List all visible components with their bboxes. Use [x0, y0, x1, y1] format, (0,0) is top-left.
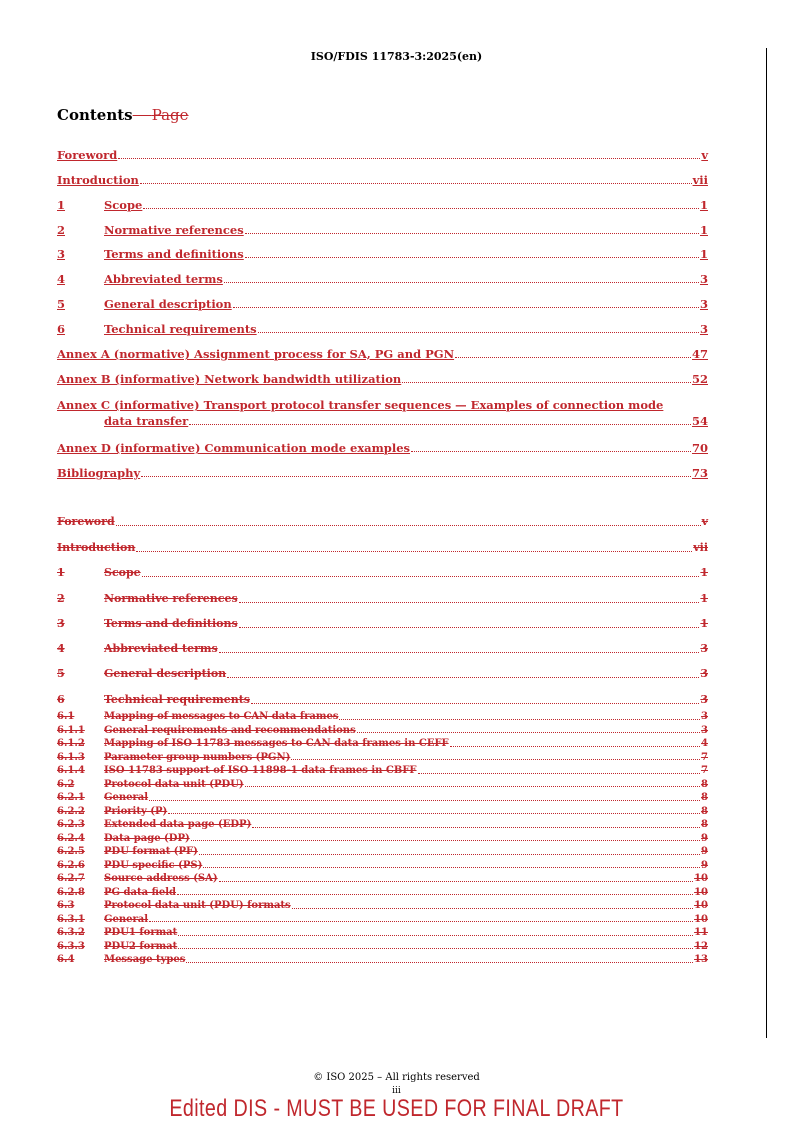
subentry-title: Protocol data unit (PDU): [104, 778, 244, 790]
subentry-title: Extended data page (EDP): [104, 819, 252, 830]
deleted-toc-entry-terms-definitions[interactable]: 3 Terms and definitions 1: [57, 617, 708, 630]
page-number: iii: [392, 1086, 401, 1096]
subentry-number: 6.1.4: [57, 765, 85, 776]
subentry-page: 9: [701, 832, 708, 844]
dot-leader: [199, 854, 700, 855]
deleted-toc-entry-foreword[interactable]: Foreword v: [57, 515, 708, 528]
subentry-title: Mapping of ISO 11783 messages to CAN data frames in CEFF: [104, 738, 449, 749]
subentry-page: 8: [701, 778, 708, 790]
toc-entry-technical-requirements[interactable]: 6 Technical requirements 3: [57, 322, 708, 336]
subentry-page: 3: [701, 724, 708, 736]
subentry-title: Mapping of messages to CAN data frames: [104, 711, 339, 722]
contents-title: Contents: [57, 106, 133, 124]
subentry-number: 6.1.3: [57, 751, 85, 763]
toc-entry-abbreviated-terms[interactable]: 4 Abbreviated terms 3: [57, 272, 708, 286]
deleted-toc-subentry[interactable]: [57, 779, 708, 791]
dot-leader: [219, 881, 693, 882]
deleted-toc-subentry[interactable]: [57, 792, 708, 804]
subentry-page: 10: [694, 886, 708, 898]
dot-leader: [418, 773, 701, 774]
toc-entry-annex-b[interactable]: Annex B (informative) Network bandwidth utilization 52: [57, 372, 708, 386]
subentry-title: Source address (SA): [104, 873, 218, 884]
subentry-number: 6.2.8: [57, 886, 85, 898]
subentry-title: PDU specific (PS): [104, 859, 203, 871]
dot-leader: [252, 827, 700, 828]
deleted-toc-subentry[interactable]: [57, 711, 708, 723]
subentry-page: 8: [701, 792, 708, 803]
subentry-number: 6.1: [57, 711, 75, 722]
draft-watermark: Edited DIS - MUST BE USED FOR FINAL DRAFT: [169, 1095, 624, 1122]
toc-entry-bibliography[interactable]: Bibliography 73: [57, 466, 708, 480]
deleted-toc-subentry[interactable]: [57, 738, 708, 750]
subentry-number: 6.2.3: [57, 819, 85, 830]
toc-entry-annex-d[interactable]: Annex D (informative) Communication mode examples 70: [57, 441, 708, 455]
dot-leader: [149, 800, 700, 801]
subentry-page: 7: [701, 765, 708, 776]
subentry-title: Parameter group numbers (PGN): [104, 751, 291, 763]
dot-leader: [292, 908, 693, 909]
subentry-page: 13: [694, 954, 708, 965]
subentry-page: 10: [694, 873, 708, 884]
dot-leader: [149, 921, 693, 922]
deleted-toc-subentry[interactable]: [57, 725, 708, 737]
deleted-toc-subentry[interactable]: [57, 914, 708, 926]
subentry-number: 6.3.2: [57, 927, 85, 938]
deleted-toc-subentry[interactable]: [57, 900, 708, 912]
deleted-toc-subentry[interactable]: [57, 846, 708, 858]
subentry-title: Message types: [104, 954, 186, 965]
subentry-number: 6.4: [57, 954, 75, 965]
deleted-toc-subentry[interactable]: [57, 833, 708, 845]
dot-leader: [177, 894, 693, 895]
subentry-number: 6.2.2: [57, 805, 85, 817]
subentry-title: ISO 11783 support of ISO 11898-1 data frames in CBFF: [104, 765, 417, 776]
deleted-toc-subentry[interactable]: [57, 873, 708, 885]
dot-leader: [203, 867, 700, 868]
dot-leader: [450, 746, 700, 747]
copyright-notice: © ISO 2025 – All rights reserved: [313, 1072, 480, 1083]
deleted-toc-entry-general-description[interactable]: 5 General description 3: [57, 667, 708, 680]
toc-entry-scope[interactable]: 1 Scope 1: [57, 198, 708, 212]
document-header: ISO/FDIS 11783-3:2025(en): [310, 50, 483, 63]
toc-entry-terms-definitions[interactable]: 3 Terms and definitions 1: [57, 247, 708, 261]
subentry-number: 6.3.3: [57, 940, 85, 952]
deleted-toc-subentry[interactable]: [57, 765, 708, 777]
toc-entry-normative-references[interactable]: 2 Normative references 1: [57, 223, 708, 237]
dot-leader: [186, 962, 693, 963]
subentry-number: 6.1.1: [57, 724, 85, 736]
subentry-title: General: [104, 913, 149, 925]
subentry-page: 8: [701, 805, 708, 817]
deleted-toc-entry-introduction[interactable]: Introduction vii: [57, 541, 708, 554]
subentry-title: PDU1 format: [104, 927, 178, 938]
subentry-page: 12: [694, 940, 708, 952]
subentry-title: Data page (DP): [104, 832, 190, 844]
subentry-number: 6.2.6: [57, 859, 85, 871]
deleted-toc-subentry[interactable]: [57, 954, 708, 966]
subentry-page: 3: [701, 711, 708, 722]
subentry-title: PG data field: [104, 886, 177, 898]
deleted-toc-subentry[interactable]: [57, 752, 708, 764]
subentry-title: Protocol data unit (PDU) formats: [104, 900, 291, 911]
subentry-page: 11: [694, 927, 708, 938]
subentry-title: General: [104, 792, 149, 803]
subentry-page: 10: [694, 900, 708, 911]
toc-entry-annex-c-continued[interactable]: data transfer 54: [104, 414, 708, 428]
dot-leader: [291, 759, 700, 760]
deleted-toc-entry-technical-requirements[interactable]: 6 Technical requirements 3: [57, 693, 708, 706]
deleted-toc-entry-abbreviated-terms[interactable]: 4 Abbreviated terms 3: [57, 642, 708, 655]
subentry-number: 6.2.1: [57, 792, 85, 803]
subentry-page: 10: [694, 913, 708, 925]
deleted-toc-subentry[interactable]: [57, 819, 708, 831]
subentry-number: 6.1.2: [57, 738, 85, 749]
dot-leader: [178, 935, 693, 936]
toc-entry-general-description[interactable]: 5 General description 3: [57, 297, 708, 311]
deleted-toc-entry-normative-references[interactable]: 2 Normative references 1: [57, 592, 708, 605]
subentry-number: 6.2.5: [57, 846, 85, 857]
deleted-toc-subentry[interactable]: [57, 941, 708, 953]
subentry-title: PDU2 format: [104, 940, 178, 952]
dot-leader: [168, 813, 700, 814]
subentry-number: 6.2.4: [57, 832, 85, 844]
deleted-toc-subentry[interactable]: [57, 806, 708, 818]
subentry-title: General requirements and recommendations: [104, 724, 356, 736]
deleted-toc-subentry[interactable]: [57, 860, 708, 872]
subentry-page: 7: [701, 751, 708, 763]
deleted-toc-subentry[interactable]: [57, 927, 708, 939]
dot-leader: [339, 719, 700, 720]
subentry-page: 4: [701, 738, 708, 749]
deleted-toc-entry-scope[interactable]: 1 Scope 1: [57, 566, 708, 579]
toc-entry-annex-c[interactable]: Annex C (informative) Transport protocol transfer sequences — Examples of connection mode: [57, 398, 664, 412]
toc-entry-foreword[interactable]: Foreword v: [57, 148, 708, 162]
subentry-number: 6.2.7: [57, 873, 85, 884]
toc-entry-annex-a[interactable]: Annex A (normative) Assignment process for SA, PG and PGN 47: [57, 347, 708, 361]
change-bar: [766, 48, 767, 1038]
subentry-title: Priority (P): [104, 805, 168, 817]
dot-leader: [357, 732, 700, 733]
subentry-number: 6.3.1: [57, 913, 85, 925]
subentry-title: PDU format (PF): [104, 846, 198, 857]
toc-entry-introduction[interactable]: Introduction vii: [57, 173, 708, 187]
page-column-label: Page: [151, 106, 189, 124]
dot-leader: [245, 786, 700, 787]
subentry-page: 9: [701, 846, 708, 857]
subentry-number: 6.3: [57, 900, 75, 911]
contents-heading: [57, 106, 189, 124]
dot-leader: [191, 840, 700, 841]
subentry-number: 6.2: [57, 778, 75, 790]
subentry-page: 8: [701, 819, 708, 830]
subentry-page: 9: [701, 859, 708, 871]
dot-leader: [178, 948, 693, 949]
deleted-toc-subentry[interactable]: [57, 887, 708, 899]
